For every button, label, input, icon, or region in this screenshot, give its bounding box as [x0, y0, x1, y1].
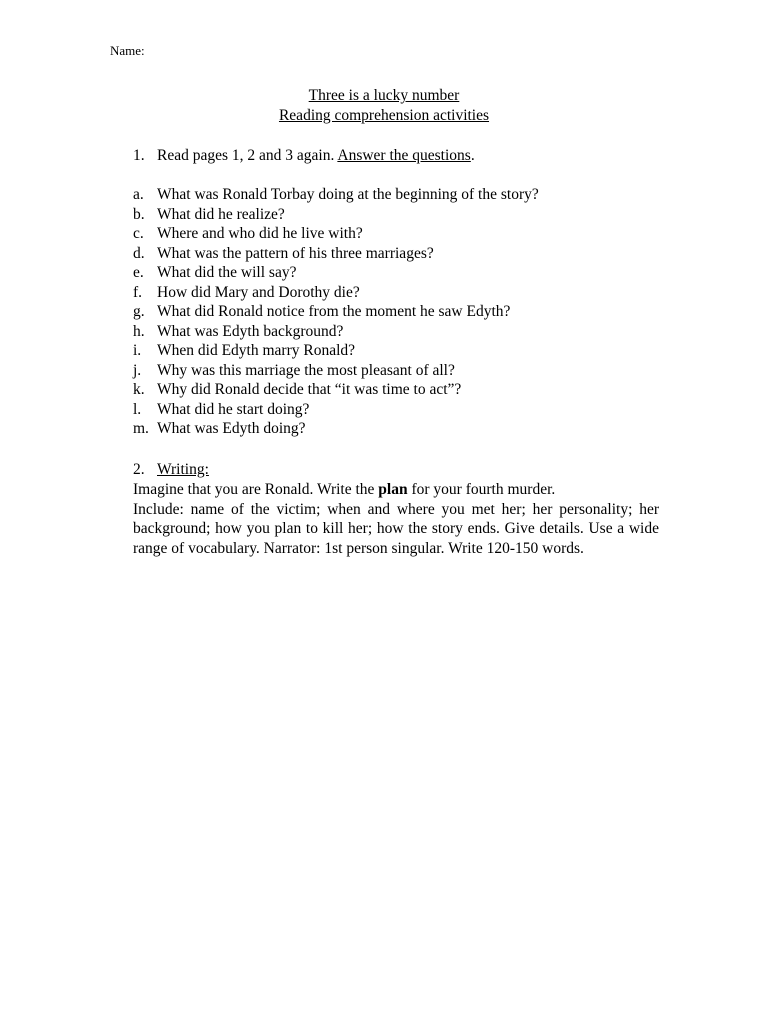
question-marker: m. — [133, 420, 149, 437]
task-2-intro-after: for your fourth murder. — [407, 481, 556, 498]
question-list — [133, 185, 539, 439]
question-marker: e. — [133, 264, 144, 281]
title-block — [0, 86, 768, 126]
question-text: What was Ronald Torbay doing at the beginning of the story? — [157, 186, 539, 203]
question-item — [133, 244, 539, 264]
question-marker: j. — [133, 361, 142, 379]
question-text: What did the will say? — [157, 264, 297, 281]
task-2-intro-before: Imagine that you are Ronald. Write the — [133, 481, 379, 498]
task-1-period: . — [470, 147, 475, 164]
question-text: Why was this marriage the most pleasant of all? — [157, 361, 455, 379]
task-2-body — [133, 480, 659, 558]
question-item — [133, 419, 539, 439]
task-2-number: 2. — [133, 461, 145, 478]
question-text: How did Mary and Dorothy die? — [157, 283, 360, 301]
question-marker: h. — [133, 322, 145, 340]
task-2-intro-line — [133, 480, 659, 500]
question-item — [133, 283, 539, 303]
question-text: What was the pattern of his three marriages? — [157, 244, 434, 262]
question-item — [133, 380, 539, 400]
question-item — [133, 400, 539, 420]
question-text: What did Ronald notice from the moment he saw Edyth? — [157, 303, 511, 320]
task-2-intro-bold: plan — [378, 481, 408, 498]
question-text: What was Edyth background? — [157, 322, 344, 340]
question-text: What was Edyth doing? — [157, 420, 306, 437]
question-marker: d. — [133, 244, 145, 262]
task-1-number: 1. — [133, 147, 145, 164]
question-text: Why did Ronald decide that “it was time to act”? — [157, 381, 462, 398]
question-marker: a. — [133, 186, 144, 203]
task-1-instruction — [133, 146, 475, 166]
task-2-paragraph: Include: name of the victim; when and where you met her; her personality; her background; how you plan to kill her; how the story ends. Give details. Use a wide range of vocabulary. Narrator: 1st person singular. Write 120-150 words. — [133, 500, 659, 557]
question-marker: k. — [133, 381, 145, 398]
question-marker: l. — [133, 400, 142, 418]
question-item — [133, 224, 539, 244]
name-label: Name: — [110, 43, 145, 58]
question-marker: g. — [133, 303, 145, 320]
question-text: When did Edyth marry Ronald? — [157, 342, 356, 359]
question-text: Where and who did he live with? — [157, 225, 363, 242]
question-item — [133, 322, 539, 342]
worksheet-subtitle: Reading comprehension activities — [278, 107, 490, 124]
question-item — [133, 205, 539, 225]
task-2-heading-text: Writing: — [157, 461, 209, 478]
task-1-underlined-text: Answer the questions — [337, 147, 471, 164]
question-item — [133, 361, 539, 381]
question-item — [133, 185, 539, 205]
question-marker: f. — [133, 283, 143, 301]
task-2-heading — [133, 460, 209, 480]
task-1-text: Read pages 1, 2 and 3 again. — [157, 147, 335, 164]
question-item — [133, 302, 539, 322]
question-text: What did he start doing? — [157, 400, 310, 418]
question-item — [133, 341, 539, 361]
worksheet-title: Three is a lucky number — [308, 87, 460, 104]
question-marker: i. — [133, 342, 142, 359]
question-marker: c. — [133, 225, 144, 242]
question-marker: b. — [133, 205, 145, 223]
question-text: What did he realize? — [157, 205, 285, 223]
question-item — [133, 263, 539, 283]
